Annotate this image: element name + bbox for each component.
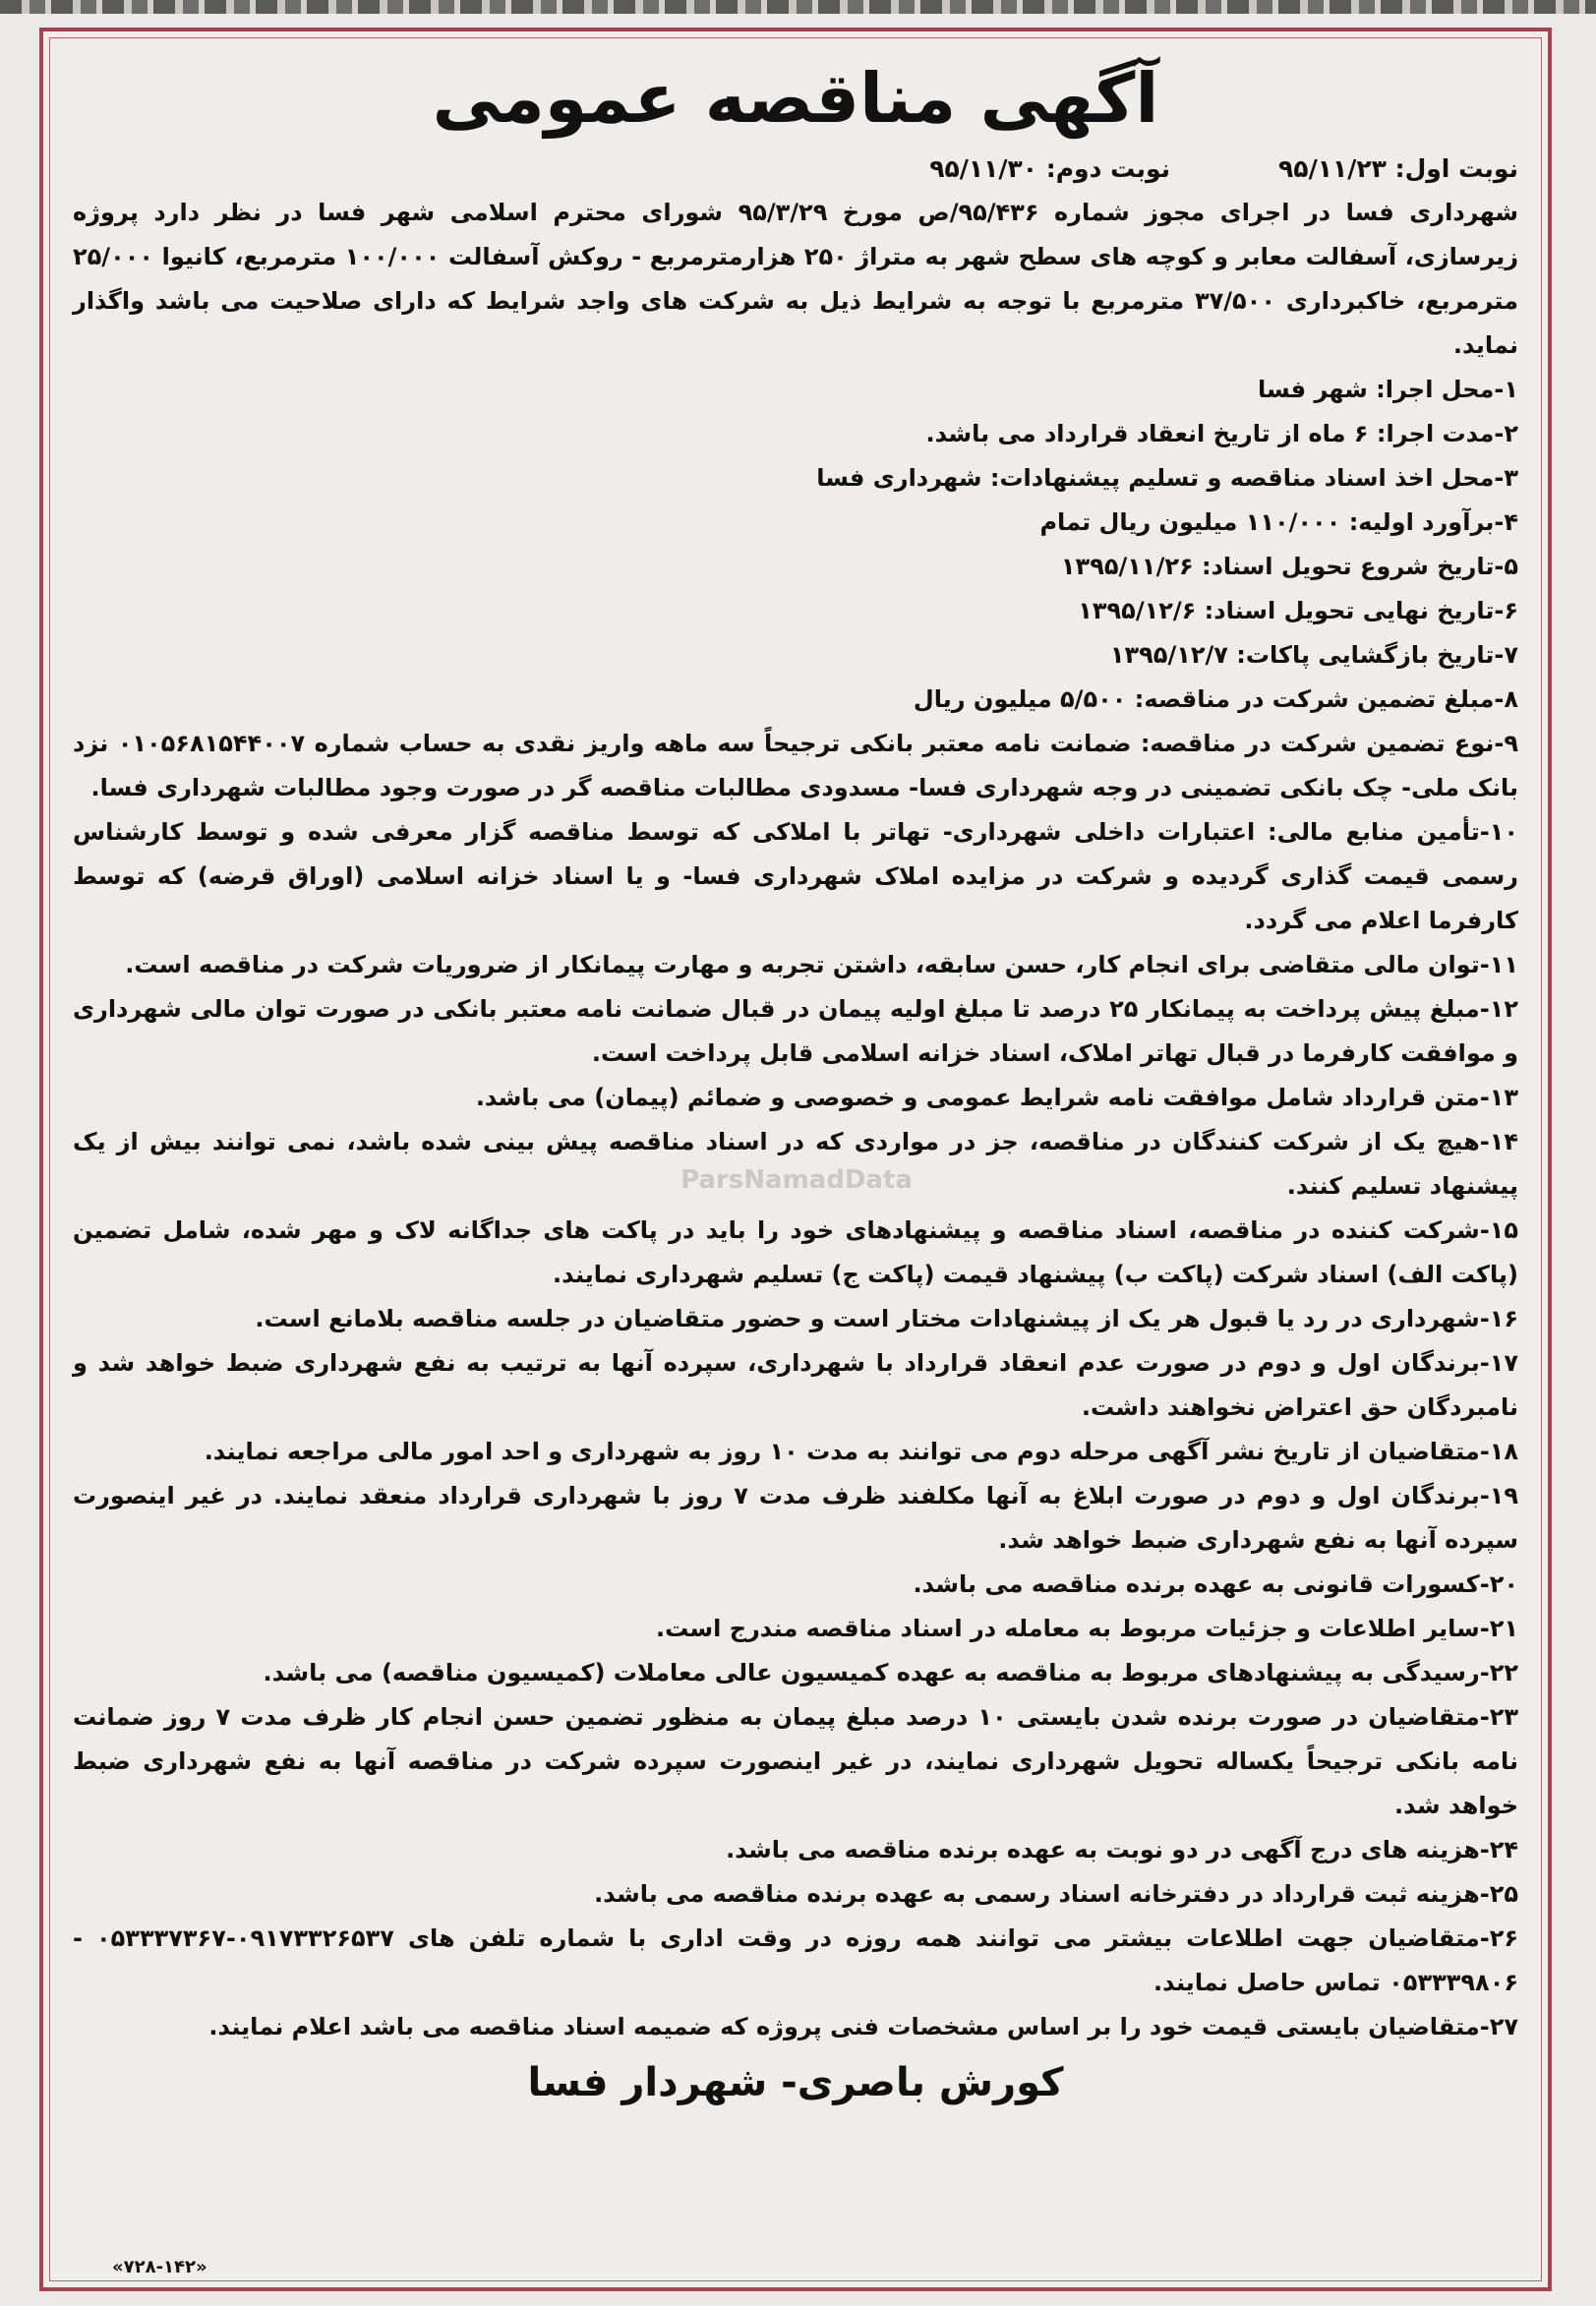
condition-item: ۲-مدت اجرا: ۶ ماه از تاریخ انعقاد قرارداد می باشد. (925, 420, 1518, 447)
condition-item: ۱۳-متن قرارداد شامل موافقت نامه شرایط عمومی و خصوصی و ضمائم (پیمان) می باشد. (475, 1084, 1518, 1111)
condition-item: ۱۰-تأمین منابع مالی: اعتبارات داخلی شهرداری- تهاتر با املاکی که توسط مناقصه گزار معرفی شده و توسط کارشناس رسمی قیمت گذاری گردیده و شرکت در مزایده املاک شهرداری فسا- و یا اسناد خزانه اسلامی (اوراق قرضه) که توسط کارفرما اعلام می گردد. (73, 818, 1518, 934)
condition-item: ۲۰-کسورات قانونی به عهده برنده مناقصه می باشد. (913, 1570, 1518, 1598)
condition-item: ۵-تاریخ شروع تحویل اسناد: ۱۳۹۵/۱۱/۲۶ (1060, 553, 1518, 580)
condition-item: ۸-مبلغ تضمین شرکت در مناقصه: ۵/۵۰۰ میلیون ریال (913, 685, 1518, 713)
condition-item: ۱۴-هیچ یک از شرکت کنندگان در مناقصه، جز در مواردی که در اسناد مناقصه پیش بینی شده باشد، نمی توانند بیش از یک پیشنهاد تسلیم کنند. (73, 1128, 1518, 1200)
notice-frame (39, 28, 1552, 2291)
condition-item: ۶-تاریخ نهایی تحویل اسناد: ۱۳۹۵/۱۲/۶ (1078, 597, 1518, 624)
condition-item: ۲۳-متقاضیان در صورت برنده شدن بایستی ۱۰ درصد مبلغ پیمان به منظور تضمین حسن انجام کار ظرف مدت ۷ روز ضمانت نامه بانکی ترجیحاً یکساله تحویل شهرداری نمایند، در غیر اینصورت سپرده شرکت در مناقصه آنها به نفع شهرداری ضبط خواهد شد. (73, 1703, 1518, 1819)
top-print-strip (0, 0, 1596, 14)
condition-item: ۲۵-هزینه ثبت قرارداد در دفترخانه اسناد رسمی به عهده برنده مناقصه می باشد. (594, 1880, 1518, 1908)
condition-item: ۲۷-متقاضیان بایستی قیمت خود را بر اساس مشخصات فنی پروژه که ضمیمه اسناد مناقصه می باشد اعلام نمایند. (208, 2013, 1518, 2040)
ad-code: «۷۲۸-۱۴۲» (112, 2257, 207, 2277)
notice-content (73, 51, 1518, 2268)
condition-item: ۲۱-سایر اطلاعات و جزئیات مربوط به معامله در اسناد مناقصه مندرج است. (655, 1615, 1518, 1642)
condition-item: ۲۴-هزینه های درج آگهی در دو نوبت به عهده برنده مناقصه می باشد. (726, 1836, 1518, 1863)
condition-item: ۲۶-متقاضیان جهت اطلاعات بیشتر می توانند همه روزه در وقت اداری با شماره تلفن های ۰۹۱۷۳۳۲۶۵۳۷-۰۵۳۳۳۷۳۶۷ - ۰۵۳۳۳۹۸۰۶ تماس حاصل نمایند. (73, 1924, 1518, 1996)
signature: کورش باصری- شهردار فسا (527, 2060, 1064, 2105)
condition-item: ۳-محل اخذ اسناد مناقصه و تسلیم پیشنهادات: شهرداری فسا (816, 464, 1518, 492)
condition-item: ۱۶-شهرداری در رد یا قبول هر یک از پیشنهادات مختار است و حضور متقاضیان در جلسه مناقصه بلامانع است. (255, 1305, 1518, 1332)
condition-item: ۱۹-برندگان اول و دوم در صورت ابلاغ به آنها مکلفند ظرف مدت ۷ روز با شهرداری قرارداد منعقد نمایند. در غیر اینصورت سپرده آنها به نفع شهرداری ضبط خواهد شد. (73, 1482, 1518, 1554)
condition-item: ۴-برآورد اولیه: ۱۱۰/۰۰۰ میلیون ریال تمام (1039, 508, 1518, 536)
round-first: نوبت اول: ۹۵/۱۱/۲۳ (1278, 154, 1518, 183)
condition-item: ۱-محل اجرا: شهر فسا (1257, 376, 1518, 403)
conditions-list (73, 368, 1518, 2049)
notice-title: آگهی مناقصه عمومی (432, 58, 1159, 139)
round-second: نوبت دوم: ۹۵/۱۱/۳۰ (929, 154, 1171, 183)
condition-item: ۱۷-برندگان اول و دوم در صورت عدم انعقاد قرارداد با شهرداری، سپرده آنها به ترتیب به نفع شهرداری ضبط خواهد شد و نامبردگان حق اعتراض نخواهند داشت. (73, 1349, 1518, 1421)
publication-rounds (73, 149, 1518, 189)
watermark: ParsNamadData (680, 1165, 913, 1195)
condition-item: ۷-تاریخ بازگشایی پاکات: ۱۳۹۵/۱۲/۷ (1109, 641, 1518, 669)
condition-item: ۱۵-شرکت کننده در مناقصه، اسناد مناقصه و پیشنهادهای خود را باید در پاکت های جداگانه لاک و مهر شده، شامل تضمین (پاکت الف) اسناد شرکت (پاکت ب) پیشنهاد قیمت (پاکت ج) تسلیم شهرداری نمایند. (73, 1216, 1518, 1288)
condition-item: ۱۲-مبلغ پیش پرداخت به پیمانکار ۲۵ درصد تا مبلغ اولیه پیمان در قبال ضمانت نامه معتبر بانکی در صورت توان مالی شهرداری و موافقت کارفرما در قبال تهاتر املاک، اسناد خزانه اسلامی قابل پرداخت است. (73, 995, 1519, 1067)
notice-intro: شهرداری فسا در اجرای مجوز شماره ۹۵/۴۳۶/ص مورخ ۹۵/۳/۲۹ شورای محترم اسلامی شهر فسا در نظر دارد پروژه زیرسازی، آسفالت معابر و کوچه های سطح شهر به متراژ ۲۵۰ هزارمترمربع - روکش آسفالت ۱۰۰/۰۰۰ مترمربع، کانیوا ۲۵/۰۰۰ مترمربع، خاکبرداری ۳۷/۵۰۰ مترمربع با توجه به شرایط ذیل به شرکت های واجد شرایط که دارای صلاحیت می باشد واگذار نماید. (73, 199, 1519, 359)
condition-item: ۹-نوع تضمین شرکت در مناقصه: ضمانت نامه معتبر بانکی ترجیحاً سه ماهه واریز نقدی به حساب شماره ۰۱۰۵۶۸۱۵۴۴۰۰۷ نزد بانک ملی- چک بانکی تضمینی در وجه شهرداری فسا- مسدودی مطالبات مناقصه گر در صورت وجود مطالبات شهرداری فسا. (73, 730, 1518, 801)
condition-item: ۱۸-متقاضیان از تاریخ نشر آگهی مرحله دوم می توانند به مدت ۱۰ روز به شهرداری و احد امور مالی مراجعه نمایند. (204, 1438, 1518, 1465)
condition-item: ۱۱-توان مالی متقاضی برای انجام کار، حسن سابقه، داشتن تجربه و مهارت پیمانکار از ضروریات شرکت در مناقصه است. (125, 951, 1518, 978)
condition-item: ۲۲-رسیدگی به پیشنهادهای مربوط به مناقصه به عهده کمیسیون عالی معاملات (کمیسیون مناقصه) می باشد. (263, 1659, 1518, 1686)
